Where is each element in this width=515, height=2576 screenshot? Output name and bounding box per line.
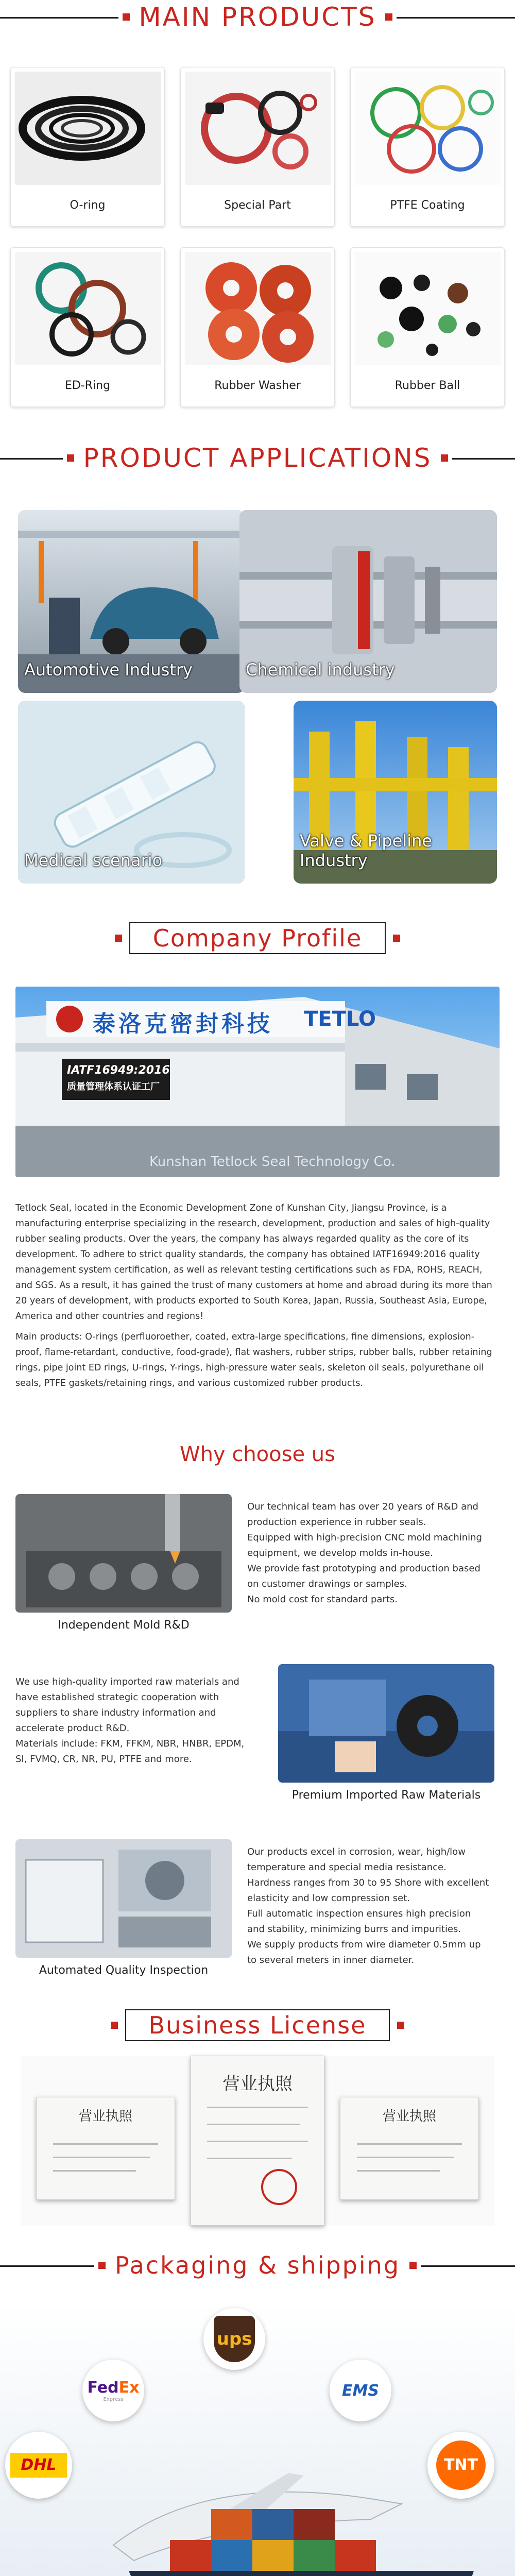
app-tile-chemical[interactable]	[239, 510, 497, 693]
packaging-title: Packaging & shipping	[114, 2251, 401, 2279]
business-license-heading	[0, 2009, 515, 2041]
product-card-ed-ring[interactable]	[10, 247, 165, 407]
company-profile-title: Company Profile	[152, 924, 363, 952]
product-card-special-part[interactable]	[180, 67, 335, 227]
ups-logo: ups	[203, 2308, 265, 2370]
why-text: We use high-quality imported raw materials and have established strategic cooperation with suppliers to share industry information and accelerate product R&D. Materials include: FKM, FFKM, NBR, HNBR, EPDM, SI, FVMQ, CR, NR, PU, PTFE and more.	[15, 1676, 245, 1765]
product-card-rubber-washer[interactable]	[180, 247, 335, 407]
app-caption: Chemical industry	[246, 660, 395, 680]
app-caption: Automotive Industry	[24, 660, 193, 680]
ems-logo: EMS	[330, 2360, 391, 2421]
iatf-sign-line1: IATF16949:2016	[67, 1064, 170, 1077]
why-caption: Premium Imported Raw Materials	[291, 1789, 481, 1802]
building-sign-latin: TETLO	[304, 1007, 376, 1031]
license-heading: 营业执照	[382, 2108, 436, 2124]
license-heading: 营业执照	[222, 2074, 293, 2095]
license-heading: 营业执照	[78, 2108, 132, 2124]
why-choose-us-title: Why choose us	[180, 1443, 335, 1466]
product-label: Rubber Ball	[394, 379, 460, 392]
why-caption: Independent Mold R&D	[58, 1619, 190, 1632]
applications-title: PRODUCT APPLICATIONS	[83, 443, 432, 473]
why-text: Our technical team has over 20 years of R&D and production experience in rubber seals. Equipped with high-precision CNC mold machining equipment, we develop molds in-house. We provide fast prototyping and production based on customer drawings or samples. No mold cost for standard parts.	[247, 1501, 482, 1605]
product-label: PTFE Coating	[390, 199, 465, 212]
shipping-scene	[0, 2303, 515, 2576]
applications-heading	[0, 443, 515, 473]
license-certificate-left[interactable]	[36, 2097, 175, 2200]
tnt-logo: TNT	[427, 2432, 494, 2499]
product-card-rubber-ball[interactable]	[350, 247, 505, 407]
raw-materials-image	[278, 1664, 494, 1783]
business-license-title: Business License	[148, 2011, 367, 2039]
license-certificate-right[interactable]	[340, 2097, 479, 2200]
red-seal-stamp	[261, 2169, 297, 2205]
product-label: ED-Ring	[64, 379, 111, 392]
fedex-logo: FedEx Express	[82, 2360, 144, 2421]
app-tile-medical[interactable]	[18, 701, 245, 884]
license-certificate-center[interactable]	[191, 2056, 324, 2226]
app-tile-automotive[interactable]	[18, 510, 245, 693]
product-label: Rubber Washer	[214, 379, 301, 392]
app-tile-valve-pipeline[interactable]	[294, 701, 497, 884]
why-text: Our products excel in corrosion, wear, high/low temperature and special media resistance. Hardness ranges from 30 to 95 Shore with excellent elasticity and low compression set. Full automatic inspection ensures high precision and stability, minimizing burrs and impurities. We supply products from wire diameter 0.5mm up to several meters in inner diameter.	[247, 1846, 489, 1965]
packaging-heading	[0, 2251, 515, 2279]
company-building-photo	[15, 987, 500, 1177]
app-caption: Medical scenario	[24, 851, 163, 870]
main-products-heading	[0, 2, 515, 32]
license-gallery	[21, 2056, 494, 2226]
mold-rd-image	[15, 1494, 232, 1613]
dhl-logo: DHL	[5, 2432, 72, 2499]
company-watermark: Kunshan Tetlock Seal Technology Co.	[149, 1154, 396, 1170]
iatf-sign-line2: 质量管理体系认证工厂	[67, 1081, 160, 1092]
company-profile-heading	[0, 922, 515, 954]
building-sign-text: 泰洛克密封科技	[93, 1011, 273, 1037]
product-label: O-ring	[70, 199, 106, 212]
inspection-image	[15, 1839, 232, 1958]
main-products-title: MAIN PRODUCTS	[139, 2, 376, 32]
product-card-ptfe-coating[interactable]	[350, 67, 505, 227]
company-main-products: Main products: O-rings (perfluoroether, coated, extra-large specifications, fine dimensions, explosion-proof, flame-retardant, conductive, food-grade), flat washers, rubber strips, rubber balls, rubber retaining rings, pipe joint ED rings, U-rings, Y-rings, high-pressure water seals, skeleton oil seals, polyurethane oil seals, PTFE gaskets/retaining rings, and various customized rubber products.	[15, 1332, 492, 1388]
product-label: Special Part	[224, 199, 291, 212]
company-description: Tetlock Seal, located in the Economic Development Zone of Kunshan City, Jiangsu Province, is a manufacturing enterprise specializing in the research, development, production and sales of high-quality rubber sealing products. Over the years, the company has always regarded quality as the core of its development. To adhere to strict quality standards, the company has obtained IATF16949:2016 quality management system certification, as well as relevant testing certifications such as FDA, ROHS, REACH, and SGS. As a result, it has gained the trust of many customers at home and abroad during its more than 20 years of development, with products exported to South Korea, Japan, Russia, Southeast Asia, Europe, America and other countries and regions!	[15, 1203, 492, 1321]
product-card-oring[interactable]	[10, 67, 165, 227]
app-caption: Valve & Pipeline Industry	[300, 831, 433, 870]
why-caption: Automated Quality Inspection	[39, 1964, 209, 1977]
